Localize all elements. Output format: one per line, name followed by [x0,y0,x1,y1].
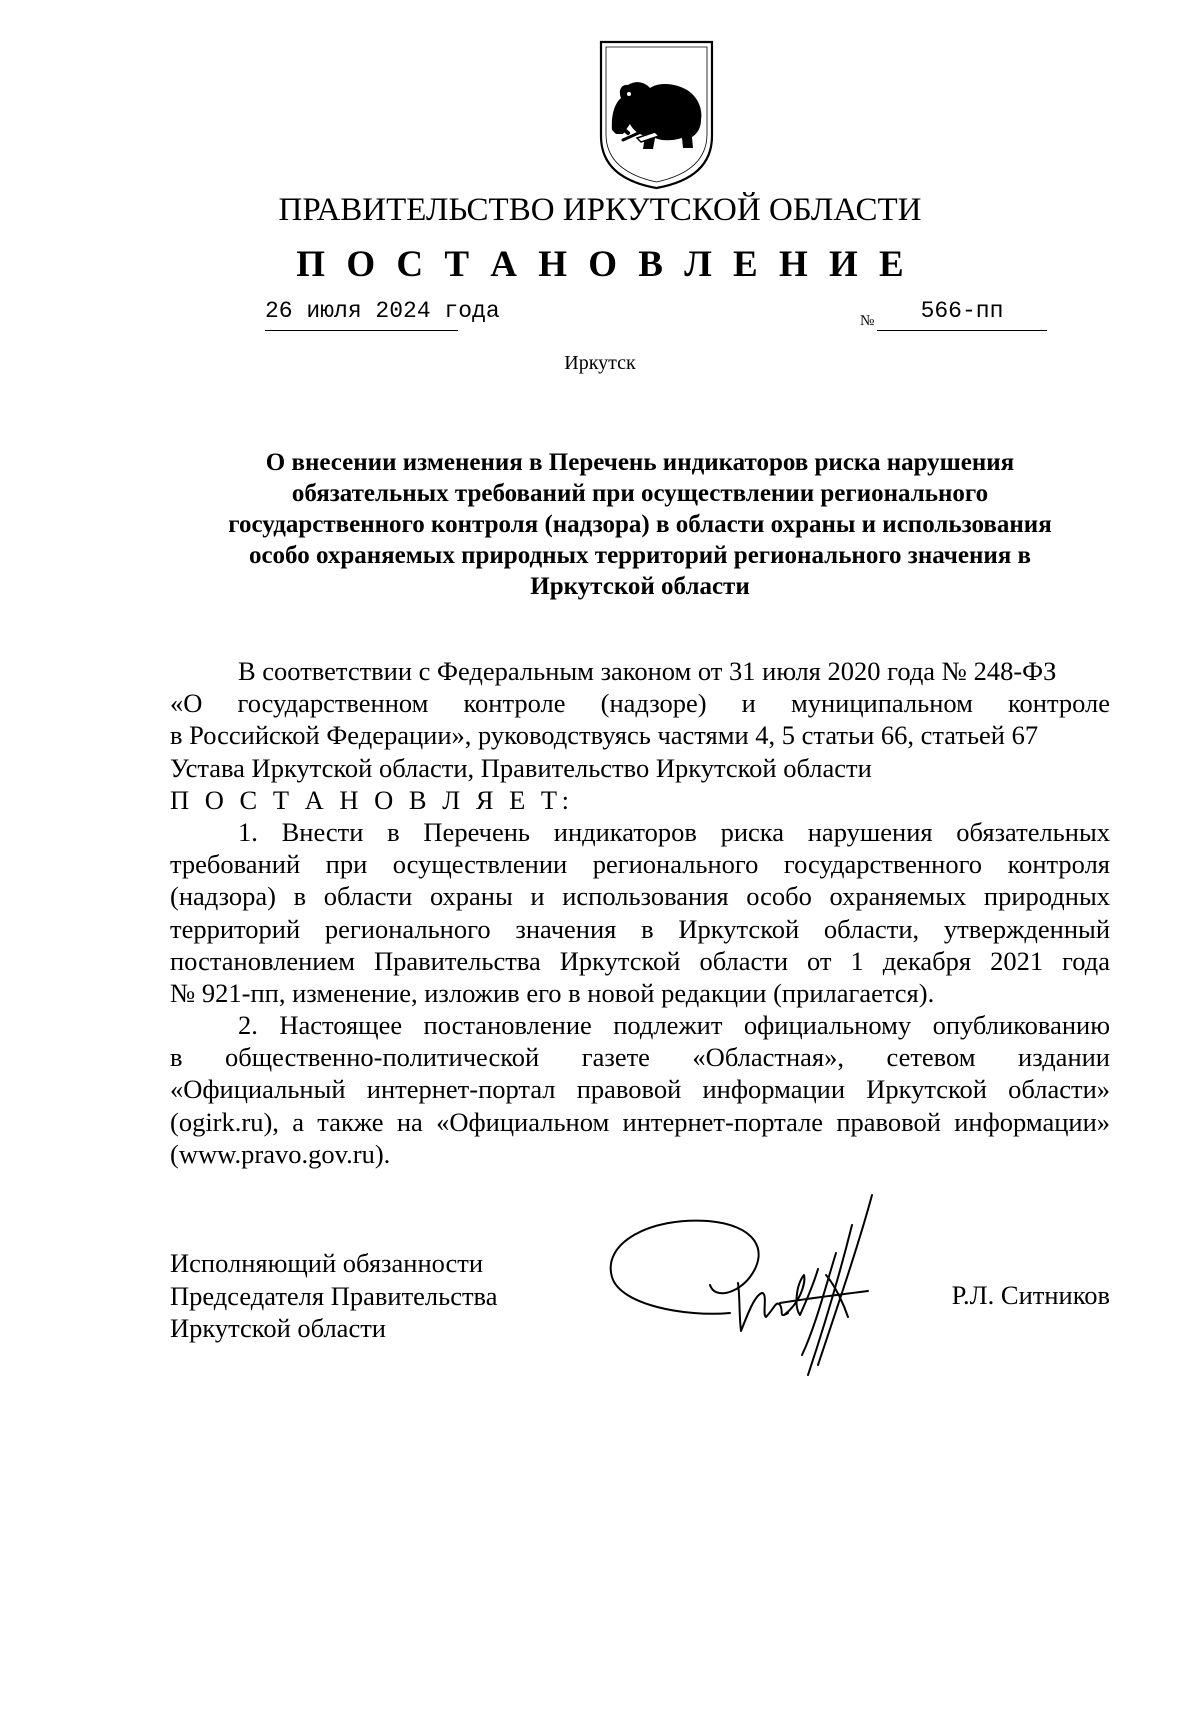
organization-name: ПРАВИТЕЛЬСТВО ИРКУТСКОЙ ОБЛАСТИ [278,192,922,228]
handwritten-signature [590,1165,930,1380]
body-line: 2. Настоящее постановление подлежит официальному опубликованию [238,1010,1110,1041]
body-line: постановлением Правительства Иркутской области от 1 декабря 2021 года [170,945,1110,976]
position-line: Иркутской области [170,1313,386,1343]
title-line: Иркутской области [530,573,750,600]
body-line: (надзора) в области охраны и использования особо охраняемых природных [170,881,1110,912]
document-city: Иркутск [564,352,636,374]
document-date: 26 июля 2024 года [265,292,458,331]
signatory-name: Р.Л. Ситников [951,1280,1110,1310]
document-number: 566-пп [877,292,1047,331]
body-line: в общественно-политической газете «Областная», сетевом издании [170,1042,1110,1073]
body-line: требований при осуществлении регионального государственного контроля [170,849,1110,880]
document-title [170,447,1110,602]
title-line: государственного контроля (надзора) в области охраны и использования [228,511,1052,538]
body-line: (www.pravo.gov.ru). [170,1138,391,1169]
body-line: Устава Иркутской области, Правительство Иркутской области [170,752,872,783]
document-body [170,655,1110,1170]
coat-of-arms-emblem [597,38,716,191]
number-sign: № [860,313,875,329]
title-line: О внесении изменения в Перечень индикаторов риска нарушения [265,449,1015,476]
body-line: в Российской Федерации», руководствуясь частями 4, 5 статьи 66, статьей 67 [170,720,1039,751]
body-line: (ogirk.ru), а также на «Официальном интернет-портале правовой информации» [170,1106,1110,1137]
body-line: «Официальный интернет-портал правовой информации Иркутской области» [170,1074,1110,1105]
position-line: Председателя Правительства [170,1280,498,1311]
signatory-position [170,1247,498,1345]
body-line: территорий регионального значения в Иркутской области, утвержденный [170,913,1110,944]
title-line: особо охраняемых природных территорий регионального значения в [248,542,1032,569]
body-line: «О государственном контроле (надзоре) и муниципальном контроле [170,688,1110,719]
body-line: В соответствии с Федеральным законом от 31 июля 2020 года № 248-ФЗ [238,656,1057,686]
document-type: П О С Т А Н О В Л Е Н И Е [296,244,910,285]
body-line: 1. Внести в Перечень индикаторов риска нарушения обязательных [238,816,1110,847]
body-line: № 921-пп, изменение, изложив его в новой редакции (прилагается). [170,977,935,1008]
title-line: обязательных требований при осуществлении регионального [291,480,989,507]
resolution-word: П О С Т А Н О В Л Я Е Т: [170,784,574,815]
position-line: Исполняющий обязанности [170,1248,484,1278]
